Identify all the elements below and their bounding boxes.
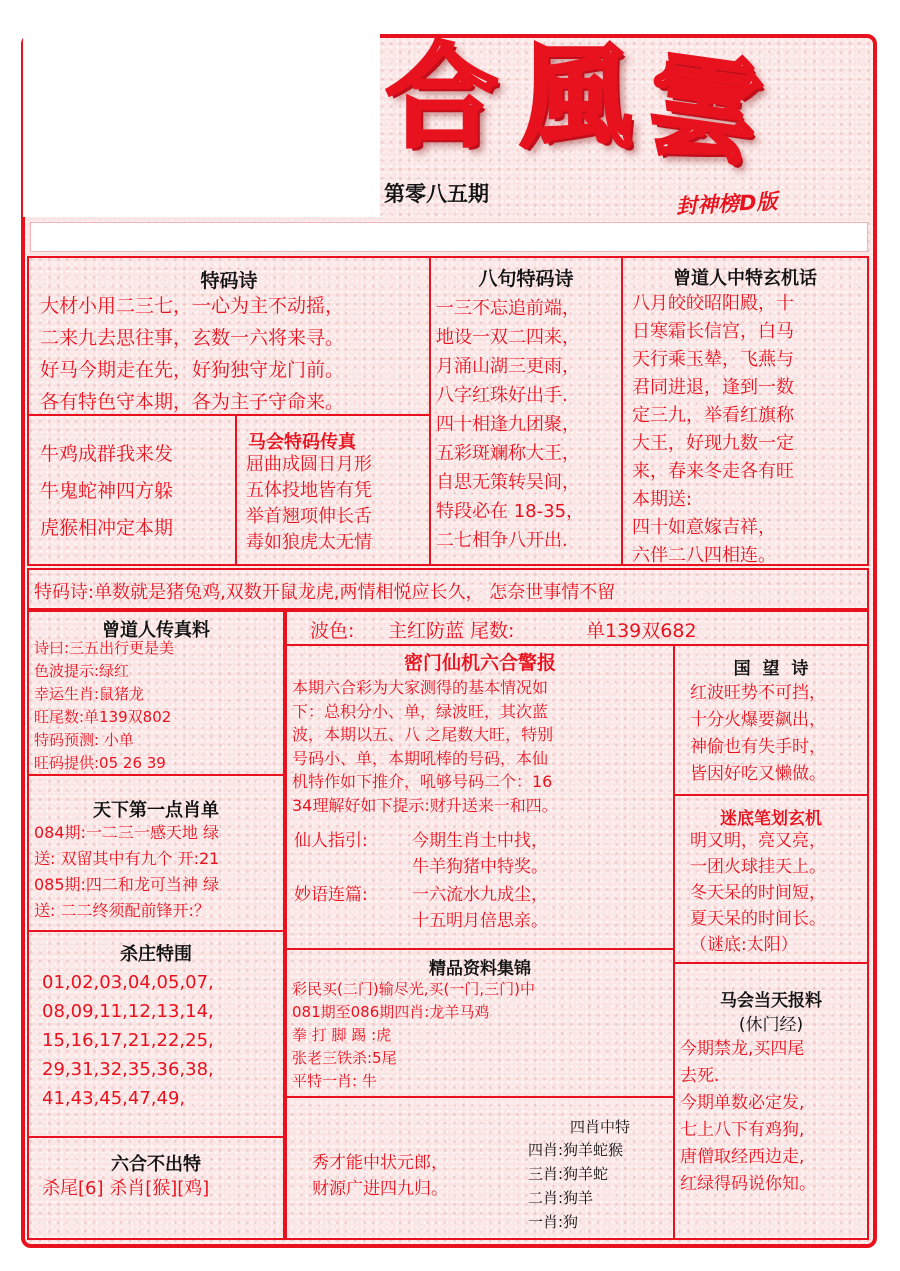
guowang-title: 国 望 诗 [733, 659, 809, 679]
liuhe-title: 六合不出特 [111, 1154, 201, 1175]
bajutema-line: 五彩斑斓称大王， [436, 443, 580, 464]
shazhuang-line: 41,43,45,47,49, [42, 1088, 186, 1109]
xiucai-line: 财源广进四九归。 [312, 1179, 448, 1199]
mimen-line: 34理解好如下提示:财升送来一和四。 [292, 795, 558, 815]
zengdaoren-line: 来，春来冬走各有旺 [632, 461, 794, 482]
midi-line: 夏天呆的时间长。 [690, 909, 826, 929]
shazhuang-line: 01,02,03,04,05,07, [42, 972, 214, 993]
mimen-line: 机特作如下推介，吼够号码二个：16 [292, 772, 553, 791]
issue-number: 第零八五期 [384, 182, 489, 206]
jingpin-line: 081期至086期四肖:龙羊马鸡 [292, 1003, 490, 1021]
mimen-lines [292, 676, 558, 817]
shazhuang-lines [42, 968, 214, 1113]
sixiao-line: 四肖:狗羊蛇猴 [528, 1141, 624, 1159]
tianxia-line: 送: 双留其中有九个 开:21 [34, 849, 220, 868]
midi-lines [690, 828, 826, 958]
shazhuang-line: 15,16,17,21,22,25, [42, 1030, 214, 1051]
mimen-title: 密门仙机六合警报 [403, 652, 556, 674]
sixiao-line: 一肖:狗 [528, 1213, 579, 1231]
midi-line: 一团火球挂天上。 [690, 857, 826, 877]
tianxia-line: 送: 二二终须配前锋开:？ [34, 901, 210, 920]
bose-box [285, 610, 869, 646]
bose-label: 波色: [310, 620, 355, 642]
bajutema-title: 八句特码诗 [478, 268, 574, 290]
bajutema-line: 二七相争八开出. [436, 530, 568, 551]
jingpin-line: 彩民买(二门)输尽光,买(一门,三门)中 [292, 980, 535, 998]
niuji-lines [40, 436, 173, 547]
bajutema-lines [436, 294, 584, 555]
xiucai-line: 秀才能中状元郎， [312, 1153, 448, 1173]
zengdao-zhenliao-title: 曾道人传真料 [102, 620, 210, 641]
mahui-baoliao-lines [680, 1036, 816, 1198]
guowang-line: 皆因好吃又懒做。 [690, 764, 826, 784]
mimen-miaoyu-line: 一六流水九成尘， [412, 885, 548, 905]
shazhuang-line: 29,31,32,35,36,38, [42, 1059, 214, 1080]
guowang-line: 红波旺势不可挡， [690, 683, 826, 703]
zengdaoren-lines [632, 290, 794, 570]
niuji-line: 牛鬼蛇神四方躲 [40, 480, 174, 502]
niuji-line: 虎猴相冲定本期 [40, 517, 174, 539]
tail-value: 单139双682 [586, 620, 697, 642]
bajutema-line: 地设一双二四来， [436, 327, 580, 348]
mimen-line: 波，本期以五、八 之尾数大旺，特别 [292, 725, 554, 744]
zengdaoren-line: 定三九，举看红旗称 [632, 405, 794, 426]
zengdao-zhenliao-line: 诗曰:三五出行更是美 [34, 639, 175, 657]
jingpin-line: 张老三铁杀:5尾 [292, 1049, 397, 1067]
zengdao-zhenliao-line: 幸运生肖:鼠猪龙 [34, 685, 145, 703]
tianxia-title: 天下第一点肖单 [93, 800, 219, 821]
mahui-tema-line: 五体投地皆有凭 [246, 480, 372, 501]
mahui-tema-title: 马会特码传真 [248, 432, 356, 453]
mimen-miaoyu-label: 妙语连篇: [294, 885, 368, 905]
zengdaoren-line: 六伴二八四相连。 [632, 545, 776, 566]
tianxia-line: 084期:一二三一感天地 绿 [34, 823, 220, 842]
blank-strip [30, 222, 868, 252]
mahui-baoliao-line: 红绿得码说你知。 [680, 1174, 816, 1194]
tema-poem-line: 大材小用二三七，一心为主不动摇， [40, 295, 345, 317]
tema-poem-line: 各有特色守本期，各为主子守命来。 [40, 391, 345, 413]
tema-poem-lines [40, 290, 344, 418]
bajutema-line: 特段必在 18-35， [436, 501, 585, 522]
mahui-baoliao-line: 今期单数必定发, [680, 1093, 805, 1113]
zengdao-zhenliao-line: 特码预测: 小单 [34, 731, 134, 749]
sixiao-title: 四肖中特 [570, 1118, 631, 1136]
mahui-tema-line: 举首翘项伸长舌 [246, 506, 372, 527]
midi-line: 冬天呆的时间短， [690, 883, 826, 903]
guowang-lines [690, 680, 826, 788]
tianxia-lines [34, 820, 219, 924]
bajutema-line: 八字红珠好出手. [436, 385, 568, 406]
tema-banner: 特码诗:单数就是猪兔鸡,双数开鼠龙虎,两情相悦应长久， 怎奈世事情不留 [34, 582, 616, 603]
zengdao-zhenliao-line: 旺尾数:单139双802 [34, 708, 172, 726]
zengdaoren-line: 四十如意嫁吉祥， [632, 517, 776, 538]
jingpin-line: 拳 打 脚 踢 :虎 [292, 1026, 392, 1044]
shazhuang-title: 杀庄特围 [120, 944, 192, 965]
bajutema-line: 四十相逢九团聚， [436, 414, 580, 435]
guowang-line: 神偷也有失手时， [690, 737, 826, 757]
title-char-3: 雲 [639, 36, 769, 183]
tail-label: 尾数: [470, 620, 515, 642]
midi-line: （谜底:太阳） [690, 935, 798, 955]
tianxia-line: 085期:四二和龙可当神 绿 [34, 875, 220, 894]
sixiao-lines [528, 1138, 623, 1234]
bajutema-line: 自思无策转吴间， [436, 472, 580, 493]
mimen-guide-line: 牛羊狗猪中特奖。 [412, 857, 548, 877]
zengdaoren-line: 君同进退，逢到一数 [632, 377, 794, 398]
title-char-2: 風 [520, 32, 632, 163]
bose-value: 主红防蓝 [388, 620, 465, 642]
blank-masthead-area [23, 32, 380, 217]
tema-poem-title: 特码诗 [200, 270, 258, 292]
tema-poem-line: 好马今期走在先，好狗独守龙门前。 [40, 359, 345, 381]
mahui-tema-lines [246, 452, 372, 556]
zengdaoren-line: 大王，好现九数一定 [632, 433, 794, 454]
mahui-baoliao-line: 今期禁龙,买四尾 [680, 1039, 805, 1059]
title-char-1: 合 [386, 32, 498, 163]
zengdao-zhenliao-lines [34, 637, 174, 775]
shazhuang-line: 08,09,11,12,13,14, [42, 1001, 214, 1022]
mahui-baoliao-title: 马会当天报料 [720, 991, 822, 1011]
edition-label: 封神榜D版 [675, 189, 779, 219]
guowang-line: 十分火爆要飙出， [690, 710, 826, 730]
tema-poem-line: 二来九去思往事，玄数一六将来寻。 [40, 327, 345, 349]
zengdaoren-line: 八月皎皎昭阳殿，十 [632, 293, 794, 314]
midi-line: 明又明，亮又亮， [690, 831, 826, 851]
mahui-baoliao-line: 去死. [680, 1066, 720, 1086]
sixiao-line: 二肖:狗羊 [528, 1189, 594, 1207]
mahui-baoliao-line: 唐僧取经西边走, [680, 1147, 805, 1167]
bajutema-line: 月涌山湖三更雨， [436, 356, 580, 377]
mahui-tema-line: 毒如狼虎太无情 [246, 532, 372, 553]
zengdao-zhenliao-line: 旺码提供:05 26 39 [34, 754, 166, 772]
mimen-guide-label: 仙人指引: [294, 831, 368, 851]
zengdaoren-line: 天行乘玉辇，飞燕与 [632, 349, 794, 370]
mimen-line: 下：总积分小、单，绿波旺，其次蓝 [292, 701, 549, 721]
jingpin-lines [292, 978, 535, 1093]
mimen-miaoyu-line: 十五明月倍思亲。 [412, 911, 548, 931]
jingpin-title: 精品资料集锦 [429, 959, 531, 979]
mahui-baoliao-line: 七上八下有鸡狗, [680, 1120, 805, 1140]
zengdao-zhenliao-line: 色波提示:绿红 [34, 662, 130, 680]
zengdaoren-line: 本期送: [632, 489, 693, 510]
mimen-line: 号码小、单，本期吼棒的号码，本仙 [292, 748, 549, 768]
liuhe-line: 杀尾[6] 杀肖[猴][鸡] [42, 1178, 210, 1199]
zengdaoren-line: 日寒霜长信宫，白马 [632, 321, 794, 342]
sixiao-line: 三肖:狗羊蛇 [528, 1165, 609, 1183]
mimen-line: 本期六合彩为大家测得的基本情况如 [292, 678, 549, 697]
midi-title: 迷底笔划玄机 [720, 809, 822, 829]
mimen-guide-line: 今期生肖土中找， [412, 831, 548, 851]
niuji-line: 牛鸡成群我来发 [40, 443, 174, 465]
mahui-baoliao-subtitle: (休门经) [738, 1015, 804, 1035]
xiucai-lines [312, 1150, 448, 1202]
jingpin-line: 平特一肖: 牛 [292, 1072, 377, 1090]
mahui-tema-line: 屈曲成圆日月形 [246, 454, 372, 475]
zengdaoren-title: 曾道人中特玄机话 [673, 268, 817, 289]
bajutema-line: 一三不忘追前端， [436, 298, 580, 319]
